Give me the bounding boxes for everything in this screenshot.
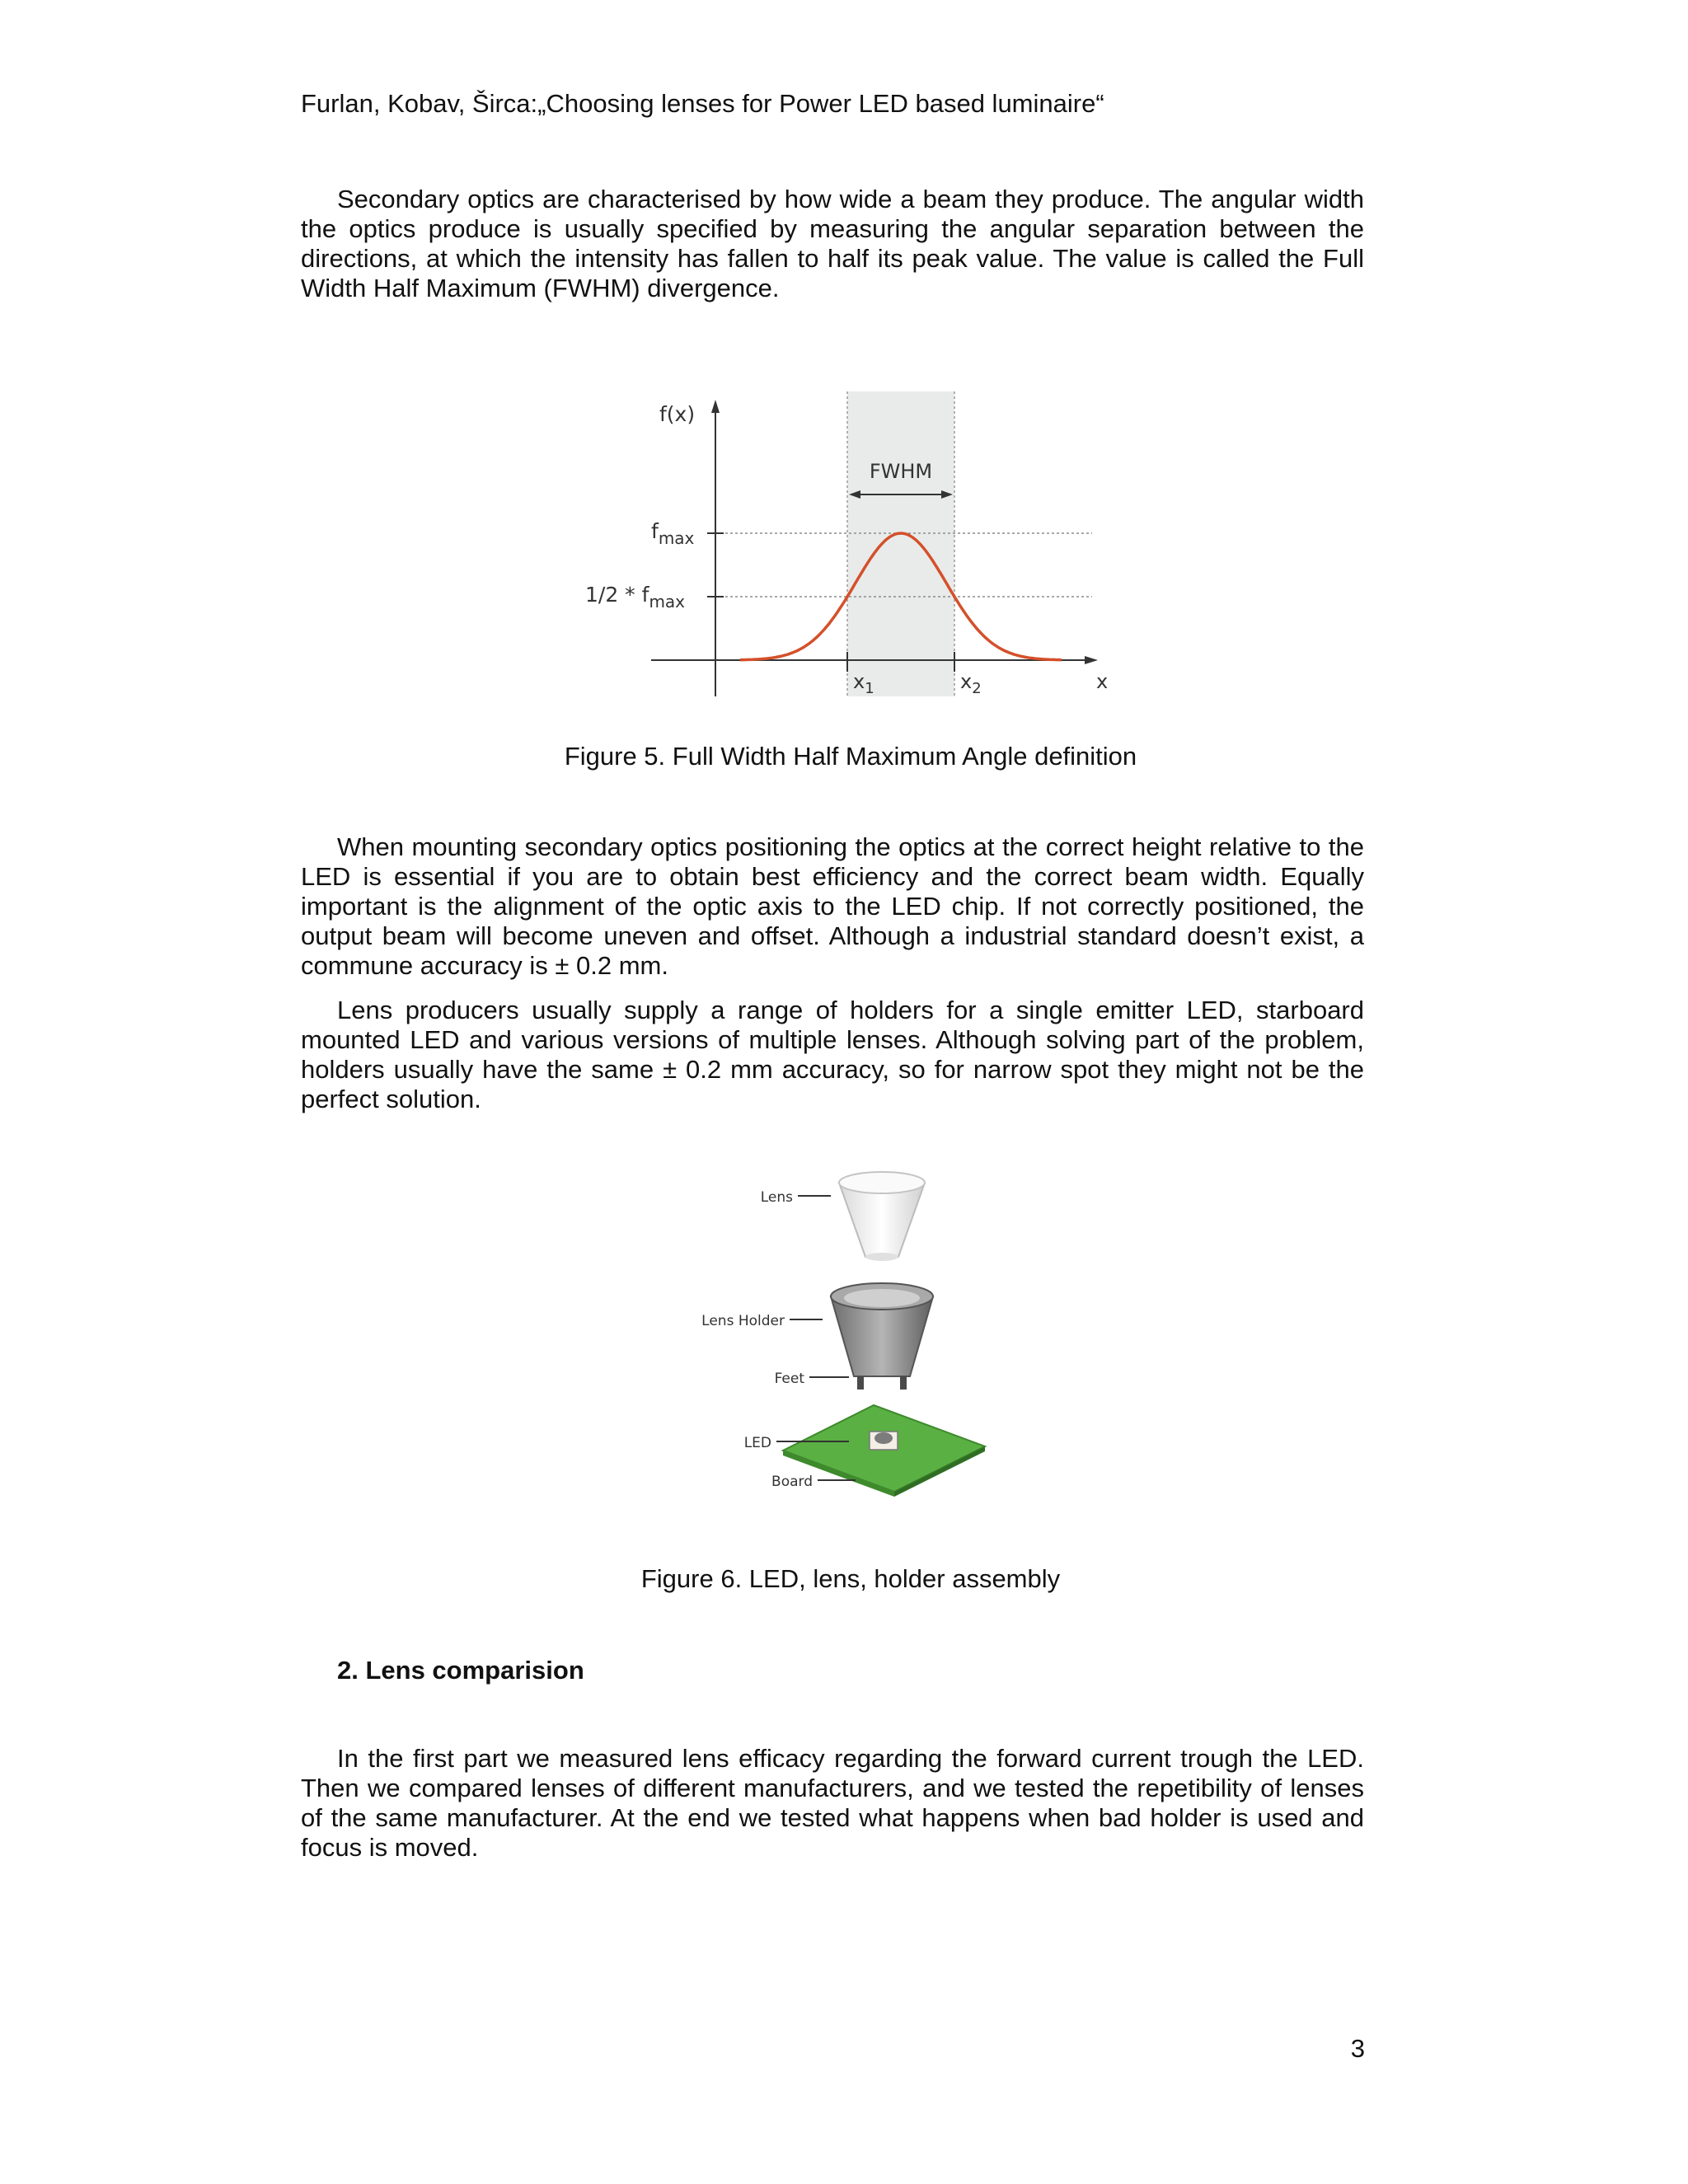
paragraph-lens-comparison: In the first part we measured lens efficacy regarding the forward current trough the LED. Then we compared lenses of different manufacturers, and we tested the repetibility of lenses of the same manufacturer. At the end we tested what happens when bad holder is used and focus is moved. — [301, 1744, 1364, 1862]
x2-label: $x_2$ — [960, 670, 982, 697]
feet-label: Feet — [774, 1371, 804, 1387]
figure-5-caption: Figure 5. Full Width Half Maximum Angle definition — [564, 742, 1137, 771]
lens-part — [839, 1172, 925, 1261]
fwhm-label: FWHM — [869, 460, 933, 483]
paragraph-holders: Lens producers usually supply a range of holders for a single emitter LED, starboard mounted LED and various versions of multiple lenses. Although solving part of the problem, holders usually have the same ± 0.2 mm accuracy, so for narrow spot they might not be the perfect solution. — [301, 996, 1364, 1113]
y-axis-label: f(x) — [659, 402, 696, 426]
figure-6-assembly — [701, 1166, 997, 1504]
fwhm-band — [847, 391, 954, 696]
lens-label: Lens — [760, 1189, 793, 1206]
page-number: 3 — [1350, 2034, 1365, 2063]
x1-label: $x_1$ — [853, 670, 874, 697]
running-header: Furlan, Kobav, Širca:„Choosing lenses for Power LED based luminaire“ — [301, 89, 1104, 118]
led-part — [870, 1432, 898, 1450]
paragraph-mounting: When mounting secondary optics positioning the optics at the correct height relative to the LED is essential if you are to obtain best efficiency and the correct beam width. Equally important is the alignment of the optic axis to the LED chip. If not correctly positioned, the output beam will become uneven and offset. Although a industrial standard doesn’t exist, a commune accuracy is ± 0.2 mm. — [301, 832, 1364, 980]
paragraph-fwhm-intro: Secondary optics are characterised by how wide a beam they produce. The angular width the optics produce is usually specified by measuring the angular separation between the directions, at which the intensity has fallen to half its peak value. The value is called the Full Width Half Maximum (FWHM) divergence. — [301, 185, 1364, 302]
y-axis-arrowhead — [711, 400, 720, 413]
section-heading: 2. Lens comparision — [337, 1656, 584, 1685]
fmax-label: $f_{max}$ — [651, 519, 695, 548]
figure-5-fwhm-chart — [577, 391, 1121, 713]
board-label: Board — [771, 1474, 813, 1490]
half-fmax-label: $1/2 * f_{max}$ — [585, 583, 686, 612]
lens-holder-part — [831, 1283, 933, 1390]
lens-holder-label: Lens Holder — [701, 1313, 785, 1329]
led-label: LED — [743, 1435, 771, 1451]
x-axis-label: x — [1096, 670, 1109, 693]
figure-6-caption: Figure 6. LED, lens, holder assembly — [640, 1564, 1061, 1593]
board-part — [783, 1405, 985, 1497]
x-axis-arrowhead — [1085, 656, 1098, 664]
